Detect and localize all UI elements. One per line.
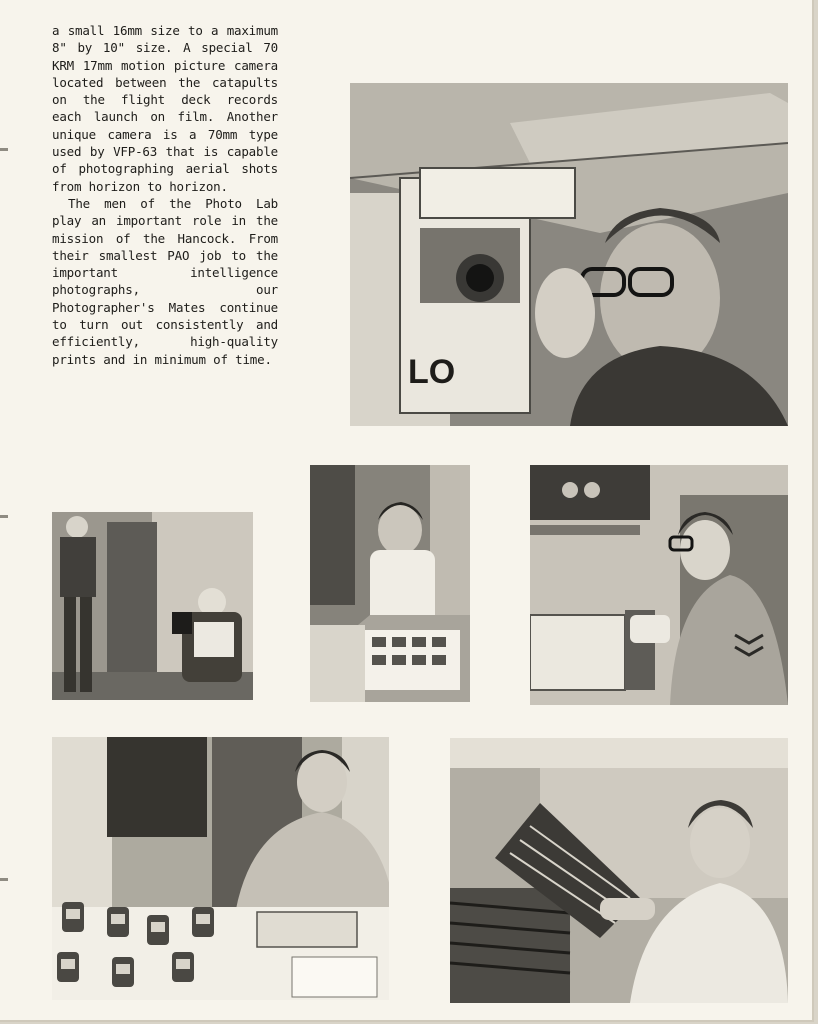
article-paragraph: The men of the Photo Lab play an important role in the mission of the Hancock. From their smallest PAO job to the important intelligence photographs, our Photographer's Mates continue to turn out consistently and efficiently, high-quality prints and in minimum of time. xyxy=(52,195,278,367)
photo-print-sorting xyxy=(310,465,470,702)
aircraft-marking-text: LO xyxy=(408,353,456,391)
photo-aerial-cameras-desk xyxy=(52,737,389,1000)
binding-hole xyxy=(0,515,8,518)
binding-hole xyxy=(0,148,8,151)
photo-camera-pod-loading xyxy=(350,83,788,426)
photo-flight-deck-crew xyxy=(52,512,253,700)
photo-equipment-operator xyxy=(530,465,788,705)
binding-hole xyxy=(0,878,8,881)
photo-film-processor xyxy=(450,738,788,1003)
article-text-column xyxy=(52,22,278,368)
article-paragraph: a small 16mm size to a maximum 8" by 10" size. A special 70 KRM 17mm motion picture camera located between the catapults on the flight deck records each launch on film. Another unique camera is a 70mm type used by VFP-63 that is capable of photographing aerial shots from horizon to horizon. xyxy=(52,23,278,194)
